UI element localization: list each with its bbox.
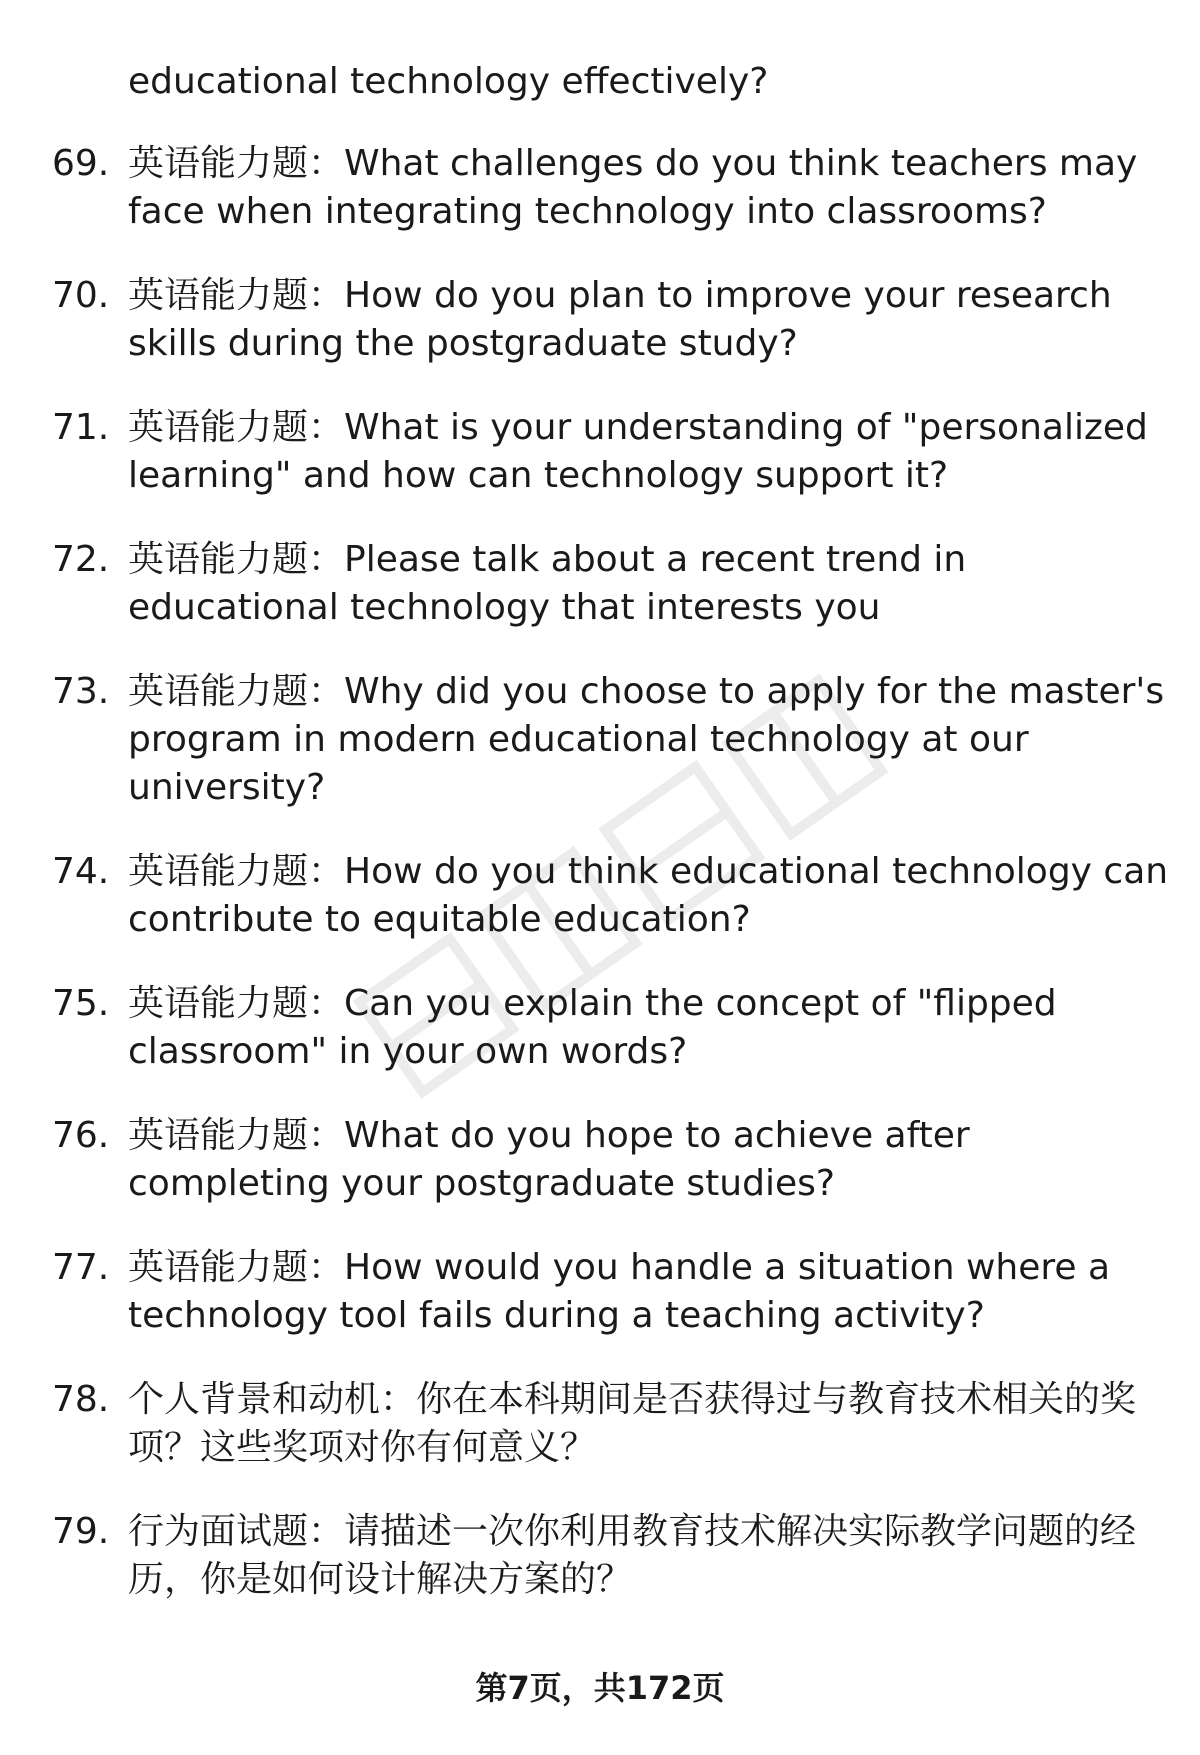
question-item <box>0 848 1200 944</box>
question-number: 76. <box>52 1115 110 1156</box>
question-item <box>0 536 1200 632</box>
question-number: 70. <box>52 275 110 316</box>
question-text: Why did you choose to apply for the master's program in modern educational technology at our university? <box>128 671 1165 808</box>
question-text: How would you handle a situation where a technology tool fails during a teaching activity? <box>128 1247 1111 1336</box>
question-category: 英语能力题： <box>128 1115 345 1156</box>
question-number: 72. <box>52 539 110 580</box>
question-text: What is your understanding of "personalized learning" and how can technology support it? <box>128 407 1148 496</box>
question-number: 69. <box>52 143 110 184</box>
question-item <box>0 1508 1200 1604</box>
question-text: 你在本科期间是否获得过与教育技术相关的奖项？这些奖项对你有何意义？ <box>128 1379 1137 1468</box>
question-category: 英语能力题： <box>128 275 345 316</box>
question-item <box>0 272 1200 368</box>
question-category: 英语能力题： <box>128 851 345 892</box>
question-item <box>0 668 1200 812</box>
question-text: Please talk about a recent trend in educational technology that interests you <box>128 539 967 628</box>
question-list <box>0 140 1200 1640</box>
question-item <box>0 1112 1200 1208</box>
question-text: What challenges do you think teachers may face when integrating technology into classrooms? <box>128 143 1138 232</box>
question-category: 英语能力题： <box>128 407 345 448</box>
question-number: 78. <box>52 1379 110 1420</box>
question-text: What do you hope to achieve after completing your postgraduate studies? <box>128 1115 970 1204</box>
question-category: 英语能力题： <box>128 983 345 1024</box>
question-item <box>0 1376 1200 1472</box>
question-item <box>0 404 1200 500</box>
question-text: 请描述一次你利用教育技术解决实际教学问题的经历，你是如何设计解决方案的？ <box>128 1511 1137 1600</box>
question-number: 75. <box>52 983 110 1024</box>
question-number: 74. <box>52 851 110 892</box>
question-category: 个人背景和动机： <box>128 1379 417 1420</box>
continued-question-text: educational technology effectively? <box>128 61 769 102</box>
question-category: 英语能力题： <box>128 143 345 184</box>
question-text: How do you plan to improve your research skills during the postgraduate study? <box>128 275 1112 364</box>
question-category: 英语能力题： <box>128 539 345 580</box>
question-item <box>0 980 1200 1076</box>
question-item <box>0 140 1200 236</box>
question-number: 79. <box>52 1511 110 1552</box>
question-number: 77. <box>52 1247 110 1288</box>
page-footer: 第7页，共172页 <box>475 1669 725 1707</box>
question-category: 行为面试题： <box>128 1511 345 1552</box>
question-text: How do you think educational technology can contribute to equitable education? <box>128 851 1169 940</box>
question-item <box>0 1244 1200 1340</box>
question-category: 英语能力题： <box>128 671 345 712</box>
question-number: 73. <box>52 671 110 712</box>
question-text: Can you explain the concept of "flipped classroom" in your own words? <box>128 983 1057 1072</box>
question-category: 英语能力题： <box>128 1247 345 1288</box>
question-number: 71. <box>52 407 110 448</box>
